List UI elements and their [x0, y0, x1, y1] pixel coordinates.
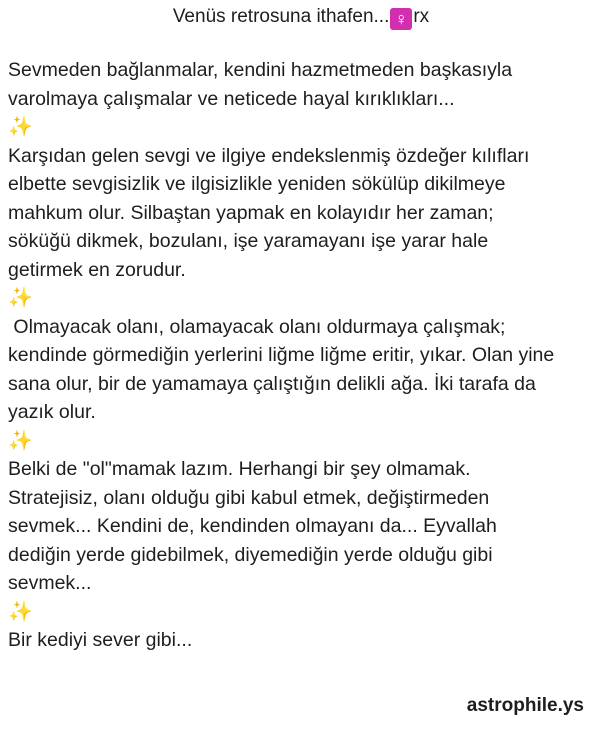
paragraph-5 [8, 626, 598, 655]
post-title [0, 4, 602, 30]
text-line: mahkum olur. Silbaştan yapmak en kolayıdır her zaman; [8, 201, 494, 224]
post-title-text: Venüs retrosuna ithafen... [172, 6, 390, 27]
text-line: sevmek... Kendini de, kendinden olmayanı da... Eyvallah [8, 515, 497, 537]
paragraph-3 [8, 313, 598, 427]
text-line: söküğü dikmek, bozulanı, işe yaramayanı işe yarar hale [8, 230, 489, 252]
text-line: kendinde görmediğin yerlerini liğme liğme eritir, yıkar. Olan yine [8, 344, 555, 366]
text-line: sevmek... [8, 572, 92, 594]
text-line: yazık olur. [8, 401, 96, 423]
venus-symbol-icon: ♀ [390, 8, 412, 30]
text-line: Olmayacak olanı, olamayacak olanı oldurmaya çalışmak; [8, 315, 506, 338]
paragraph-1 [8, 56, 598, 113]
text-line: Belki de "ol"mamak lazım. Herhangi bir şey olmamak. [8, 458, 471, 480]
paragraph-4 [8, 455, 598, 598]
text-line: Stratejisiz, olanı olduğu gibi kabul etmek, değiştirmeden [8, 486, 490, 509]
sparkle-icon: ✨ [8, 287, 33, 309]
author-handle: astrophile.ys [466, 695, 584, 716]
text-line: varolmaya çalışmalar ve neticede hayal kırıklıkları... [8, 87, 455, 110]
text-line: dediğin yerde gidebilmek, diyemediğin yerde olduğu gibi [8, 543, 493, 566]
post-title-suffix: rx [413, 6, 430, 27]
text-line: elbette sevgisizlik ve ilgisizlikle yeniden sökülüp dikilmeye [8, 173, 506, 195]
post-body [8, 56, 598, 655]
sparkle-icon: ✨ [8, 600, 33, 623]
text-line: sana olur, bir de yamamaya çalıştığın delikli ağa. İki tarafa da [8, 372, 536, 395]
text-line: Bir kediyi sever gibi... [8, 629, 193, 651]
text-line: Sevmeden bağlanmalar, kendini hazmetmeden başkasıyla [8, 59, 513, 81]
text-line: Karşıdan gelen sevgi ve ilgiye endekslenmiş özdeğer kılıfları [8, 144, 530, 167]
text-line: getirmek en zorudur. [8, 258, 186, 281]
sparkle-icon: ✨ [8, 429, 33, 452]
paragraph-2 [8, 142, 598, 285]
sparkle-icon: ✨ [8, 116, 33, 138]
